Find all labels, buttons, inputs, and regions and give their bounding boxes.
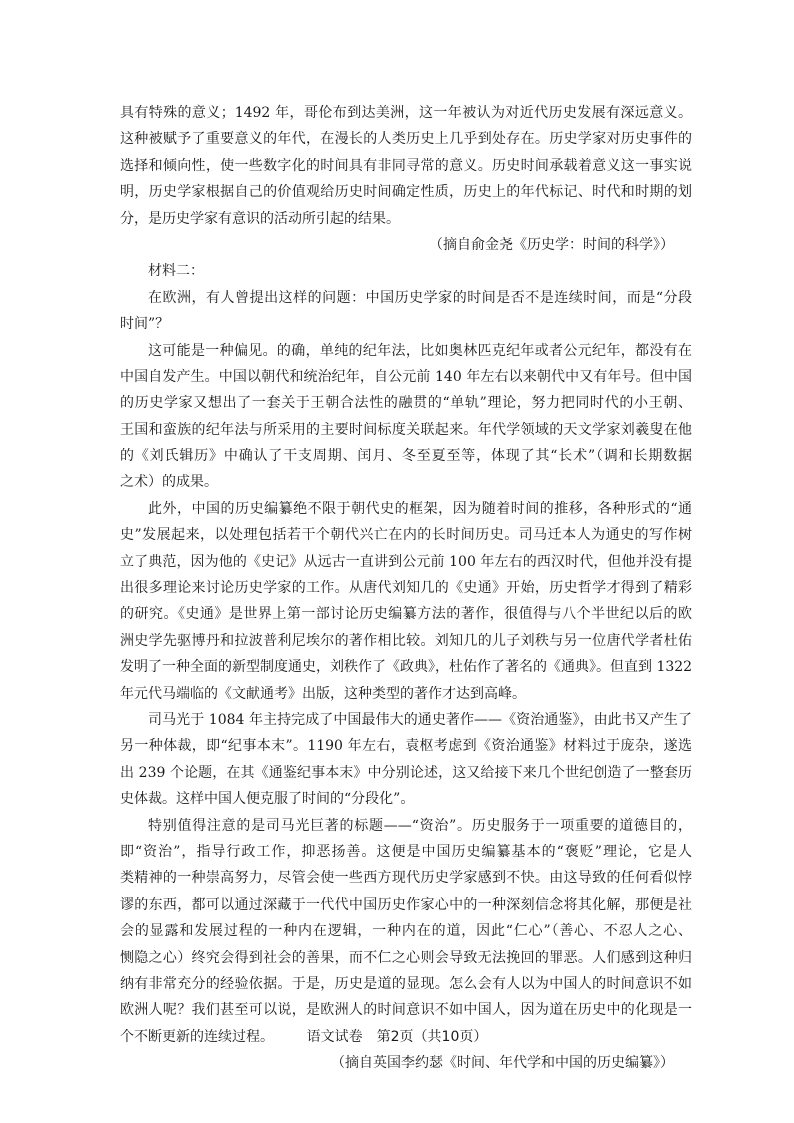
text-line: 发明了一种全面的新型制度通史，刘秩作了《政典》，杜佑作了著名的《通典》。但直到 1322: [120, 659, 693, 676]
text-line: 史”发展起来，以处理包括若干个朝代兴亡在内的长时间历史。司马迁本人为通史的写作树: [120, 527, 692, 544]
text-line: 会的显露和发展过程的一种内在逻辑，一种内在的道，因此“仁心”（善心、不忍人之心、: [120, 923, 692, 940]
page-footer: 语文试卷 第2页（共10页）: [306, 1029, 488, 1045]
page-body: [120, 100, 692, 1076]
text-line: 立了典范，因为他的《史记》从远古一直讲到公元前 100 年左右的西汉时代，但他并没有提: [120, 553, 692, 570]
text-line: 具有特殊的意义；1492 年，哥伦布到达美洲，这一年被认为对近代历史发展有深远意义。: [120, 105, 692, 121]
text-line: 另一种体裁，即“纪事本末”。1190 年左右，袁枢考虑到《资治通鉴》材料过于庞杂，遂选: [120, 738, 692, 755]
text-line: 即“资治”，指导行政工作，抑恶扬善。这便是中国历史编纂基本的“褒贬”理论，它是人: [120, 843, 692, 860]
text-line: 出很多理论来讨论历史学家的工作。从唐代刘知几的《史通》开始，历史哲学才得到了精彩: [120, 580, 692, 597]
text-line: 的历史学家又想出了一套关于王朝合法性的融贯的“单轨”理论，努力把同时代的小王朝、: [120, 395, 692, 412]
text-line: 特别值得注意的是司马光巨著的标题——“资治”。历史服务于一项重要的道德目的，: [148, 817, 692, 834]
text-line: 选择和倾向性，使一些数字化的时间具有非同寻常的意义。历史时间承载着意义这一事实说: [120, 157, 692, 174]
source-citation: （摘自俞金尧《历史学：时间的科学》）: [429, 236, 674, 253]
text-line: 史体裁。这样中国人便克服了时间的“分段化”。: [120, 791, 415, 808]
text-line: 年元代马端临的《文献通考》出版，这种类型的著作才达到高峰。: [120, 685, 526, 702]
text-line: 时间”？: [120, 316, 170, 333]
text-line: 类精神的一种崇高努力，尽管会使一些西方现代历史学家感到不快。由这导致的任何看似悖: [120, 870, 692, 887]
text-line: 欧洲人呢？我们甚至可以说，是欧洲人的时间意识不如中国人，因为道在历史中的化现是一: [120, 1002, 692, 1019]
text-line: 纳有非常充分的经验依据。于是，历史是道的显现。怎么会有人以为中国人的时间意识不如: [120, 975, 692, 992]
text-line: 谬的东西，都可以通过深藏于一代代中国历史作家心中的一种深刻信念将其化解，那便是社: [120, 896, 692, 913]
text-line: 在欧洲，有人曾提出这样的问题：中国历史学家的时间是否不是连续时间，而是“分段: [148, 289, 692, 306]
source-citation: （摘自英国李约瑟《时间、年代学和中国的历史编纂》）: [331, 1055, 674, 1072]
text-line: 个不断更新的连续过程。: [120, 1028, 274, 1045]
text-line: 分，是历史学家有意识的活动所引起的结果。: [120, 210, 400, 227]
text-line: 出 239 个论题，在其《通鉴纪事本末》中分别论述，这又给接下来几个世纪创造了一整套历: [120, 764, 692, 781]
text-line: 的《刘氏辑历》中确认了干支周期、闰月、冬至夏至等，体现了其“长术”（调和长期数据: [120, 448, 692, 465]
section-heading: 材料二：: [148, 263, 204, 280]
text-line: 中国自发产生。中国以朝代和统治纪年，自公元前 140 年左右以来朝代中又有年号。但中国: [120, 368, 692, 385]
text-line: 这可能是一种偏见。的确，单纯的纪年法，比如奥林匹克纪年或者公元纪年，都没有在: [148, 342, 692, 359]
text-line: 恻隐之心）终究会得到社会的善果，而不仁之心则会导致无法挽回的罪恶。人们感到这种归: [120, 949, 692, 966]
text-line: 的研究。《史通》是世界上第一部讨论历史编纂方法的著作，很值得与八个半世纪以后的欧: [120, 606, 692, 623]
text-line: 王国和蛮族的纪年法与所采用的主要时间标度关联起来。年代学领域的天文学家刘羲叟在他: [120, 421, 692, 438]
text-line: 明，历史学家根据自己的价值观给历史时间确定性质，历史上的年代标记、时代和时期的划: [120, 184, 692, 201]
text-line: 此外，中国的历史编纂绝不限于朝代史的框架，因为随着时间的推移，各种形式的“通: [148, 500, 692, 517]
text-line: 这种被赋予了重要意义的年代，在漫长的人类历史上几乎到处存在。历史学家对历史事件的: [120, 131, 692, 148]
text-line: 司马光于 1084 年主持完成了中国最伟大的通史著作——《资治通鉴》，由此书又产生了: [148, 711, 692, 728]
text-line: 洲史学先驱博丹和拉波普利尼埃尔的著作相比较。刘知几的儿子刘秩与另一位唐代学者杜佑: [120, 632, 692, 649]
text-line: 之术）的成果。: [120, 474, 218, 491]
